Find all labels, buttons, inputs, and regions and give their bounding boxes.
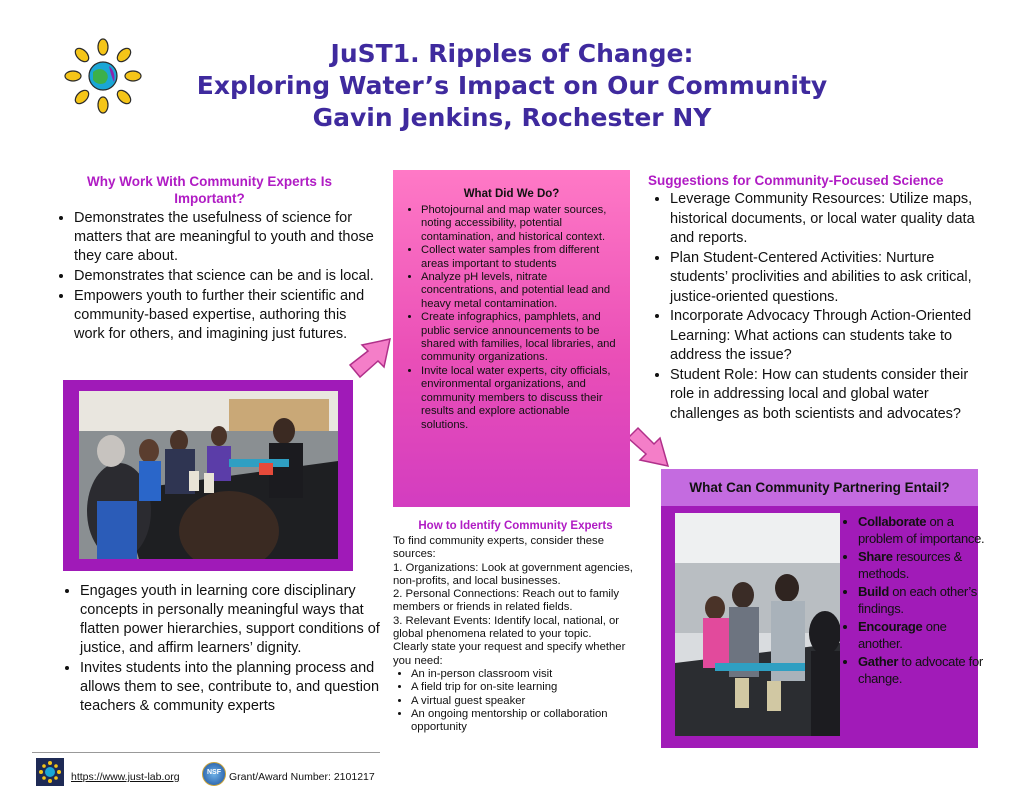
list-item: • Leverage Community Resources: Utilize maps, historical documents, or local water quality data and reports. bbox=[670, 190, 995, 249]
list-item: • Gather to advocate for change. bbox=[858, 654, 986, 687]
title-line-2: Exploring Water’s Impact on Our Community bbox=[196, 71, 828, 100]
list-item: • Empowers youth to further their scientific and community-based expertise, authoring this work for others, and imagining just futures. bbox=[74, 287, 374, 344]
classroom-photo bbox=[79, 391, 338, 559]
nsf-logo-text: NSF bbox=[207, 769, 221, 776]
list-item: • Student Role: How can students consider their role in addressing local and global water challenges as both scientists and advocates? bbox=[670, 366, 995, 425]
list-item: • Demonstrates the usefulness of science for matters that are meaningful to youth and those they care about. bbox=[74, 209, 374, 266]
list-item: • An ongoing mentorship or collaboration opportunity bbox=[411, 708, 643, 735]
why-list-2 bbox=[62, 582, 398, 717]
list-item: • An in-person classroom visit bbox=[411, 668, 643, 681]
list-item: • Create infographics, pamphlets, and public service announcements to be shared with families, local libraries, and community organizations. bbox=[421, 311, 618, 365]
identify-p1: 1. Organizations: Look at government agencies, non-profits, and local businesses. bbox=[393, 561, 633, 587]
what-did-list bbox=[393, 204, 630, 432]
what-did-heading: What Did We Do? bbox=[463, 188, 560, 200]
identify-p4: Clearly state your request and specify whether you need: bbox=[393, 641, 626, 667]
list-item: • Invites students into the planning process and allows them to see, contribute to, and question teachers & community experts bbox=[80, 659, 398, 716]
arrow-icon bbox=[624, 424, 672, 470]
partnering-list bbox=[842, 514, 986, 689]
list-item: • Encourage one another. bbox=[858, 619, 986, 652]
suggestions-heading: Suggestions for Community-Focused Science bbox=[648, 173, 944, 188]
list-item: • Demonstrates that science can be and is local. bbox=[74, 267, 374, 286]
list-item: • Plan Student-Centered Activities: Nurture students’ proclivities and abilities to ask critical, justice-oriented questions. bbox=[670, 249, 995, 308]
list-item: • Photojournal and map water sources, noting accessibility, potential contamination, and historical context. bbox=[421, 204, 618, 244]
partnering-heading: What Can Community Partnering Entail? bbox=[661, 469, 978, 506]
grant-number: Grant/Award Number: 2101217 bbox=[229, 771, 375, 783]
footer-divider bbox=[32, 752, 380, 753]
list-item: • Share resources & methods. bbox=[858, 549, 986, 582]
why-list bbox=[56, 209, 374, 345]
just-logo-icon bbox=[36, 758, 64, 786]
list-item: • Incorporate Advocacy Through Action-Oriented Learning: What actions can students take to address the issue? bbox=[670, 307, 995, 366]
identify-intro: To find community experts, consider these sources: bbox=[393, 535, 604, 561]
website-link[interactable]: https://www.just-lab.org bbox=[71, 771, 180, 783]
list-item: • A virtual guest speaker bbox=[411, 695, 643, 708]
nsf-logo bbox=[202, 762, 226, 786]
list-item: • Collaborate on a problem of importance. bbox=[858, 514, 986, 547]
list-item: • Engages youth in learning core disciplinary concepts in personally meaningful ways that flatten power hierarchies, support conditions of justice, and affirm learners’ dignity. bbox=[80, 582, 398, 658]
suggestions-list bbox=[652, 190, 995, 424]
lab-photo bbox=[675, 513, 840, 736]
title-line-3: Gavin Jenkins, Rochester NY bbox=[312, 103, 712, 132]
identify-text bbox=[393, 535, 643, 734]
page-title bbox=[0, 38, 1024, 134]
arrow-icon bbox=[346, 335, 394, 383]
list-item: • Invite local water experts, city officials, environmental organizations, and community members to discuss their results and explore actionable solutions. bbox=[421, 365, 618, 432]
list-item: • A field trip for on-site learning bbox=[411, 681, 643, 694]
identify-heading: How to Identify Community Experts bbox=[418, 520, 613, 532]
identify-p2: 2. Personal Connections: Reach out to family members or friends in related fields. bbox=[393, 588, 620, 614]
list-item: • Collect water samples from different areas important to students bbox=[421, 244, 618, 271]
title-line-1: JuST1. Ripples of Change: bbox=[330, 39, 694, 68]
what-did-we-do-box bbox=[393, 170, 630, 507]
identify-list bbox=[393, 668, 643, 734]
list-item: • Analyze pH levels, nitrate concentrations, and potential lead and heavy metal contamination. bbox=[421, 271, 618, 311]
list-item: • Build on each other’s findings. bbox=[858, 584, 986, 617]
identify-p3: 3. Relevant Events: Identify local, national, or global phenomena related to your topic. bbox=[393, 614, 620, 641]
why-heading: Why Work With Community Experts Is Important? bbox=[87, 174, 332, 206]
